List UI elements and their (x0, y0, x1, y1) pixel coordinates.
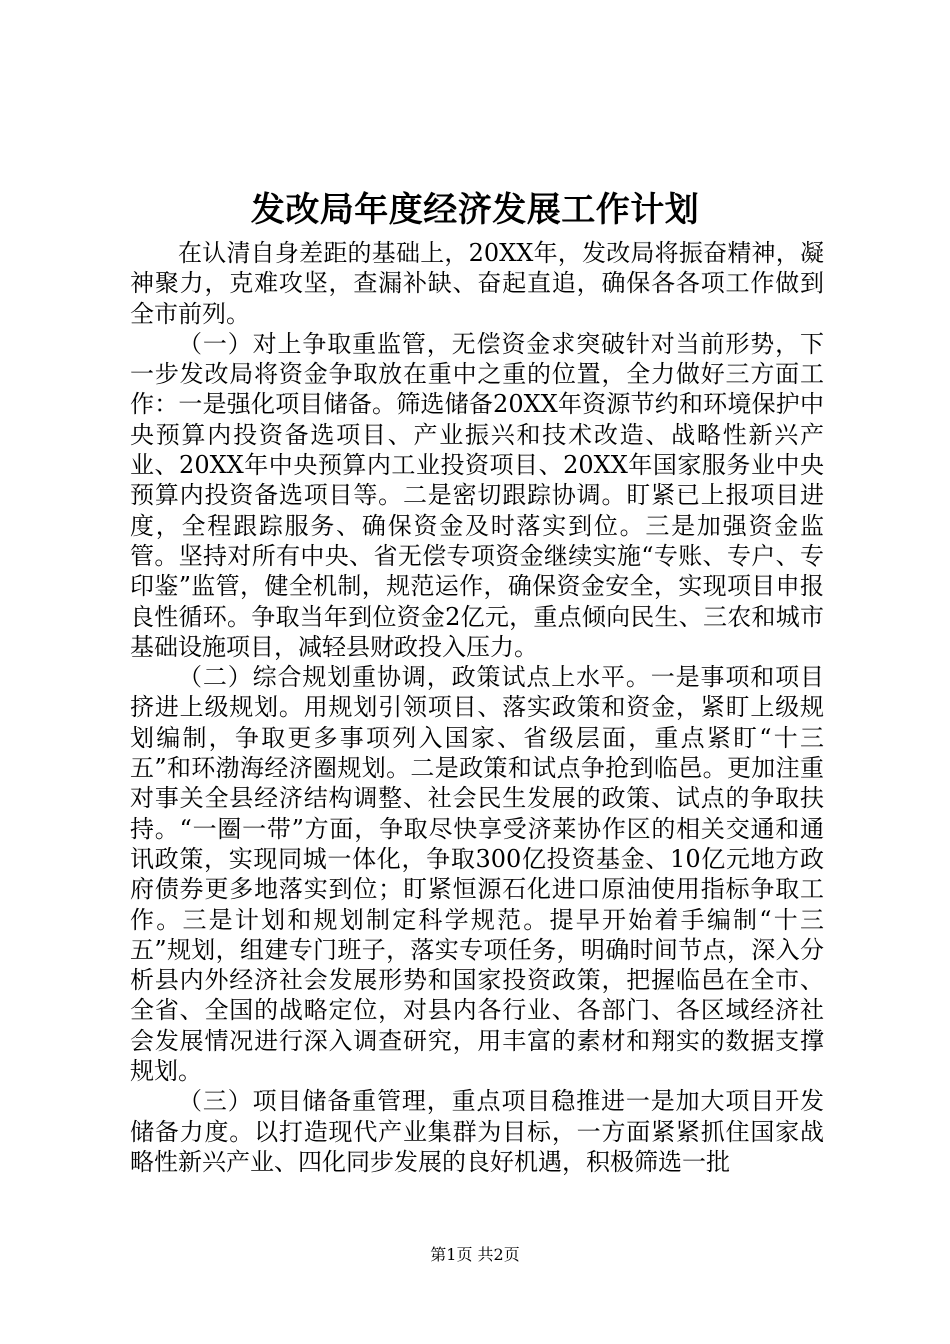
paragraph-section-3: （三）项目储备重管理，重点项目稳推进一是加大项目开发储备力度。以打造现代产业集群为目标，一方面紧紧抓住国家战略性新兴产业、四化同步发展的良好机遇，积极筛选一批 (130, 1087, 824, 1176)
paragraph-section-2: （二）综合规划重协调，政策试点上水平。一是事项和项目挤进上级规划。用规划引领项目、落实政策和资金，紧盯上级规划编制，争取更多事项列入国家、省级层面，重点紧盯“十三五”和环渤海经济圈规划。二是政策和试点争抢到临邑。更加注重对事关全县经济结构调整、社会民生发展的政策、试点的争取扶持。“一圈一带”方面，争取尽快享受济莱协作区的相关交通和通讯政策，实现同城一体化，争取300亿投资基金、10亿元地方政府债券更多地落实到位；盯紧恒源石化进口原油使用指标争取工作。三是计划和规划制定科学规范。提早开始着手编制“十三五”规划，组建专门班子，落实专项任务，明确时间节点，深入分析县内外经济社会发展形势和国家投资政策，把握临邑在全市、全省、全国的战略定位，对县内各行业、各部门、各区域经济社会发展情况进行深入调查研究，用丰富的素材和翔实的数据支撑规划。 (130, 663, 824, 1086)
document-body (130, 238, 824, 1177)
document-title: 发改局年度经济发展工作计划 (250, 190, 700, 230)
paragraph-intro: 在认清自身差距的基础上，20XX年，发改局将振奋精神，凝神聚力，克难攻坚，查漏补缺、奋起直追，确保各各项工作做到全市前列。 (130, 239, 824, 328)
paragraph-section-1: （一）对上争取重监管，无偿资金求突破针对当前形势，下一步发改局将资金争取放在重中之重的位置，全力做好三方面工作：一是强化项目储备。筛选储备20XX年资源节约和环境保护中央预算内投资备选项目、产业振兴和技术改造、战略性新兴产业、20XX年中央预算内工业投资项目、20XX年国家服务业中央预算内投资备选项目等。二是密切跟踪协调。盯紧已上报项目进度，全程跟踪服务、确保资金及时落实到位。三是加强资金监管。坚持对所有中央、省无偿专项资金继续实施“专账、专户、专印鉴”监管，健全机制，规范运作，确保资金安全，实现项目申报良性循环。争取当年到位资金2亿元，重点倾向民生、三农和城市基础设施项目，减轻县财政投入压力。 (130, 329, 824, 661)
page-footer: 第1页 共2页 (430, 1245, 520, 1264)
